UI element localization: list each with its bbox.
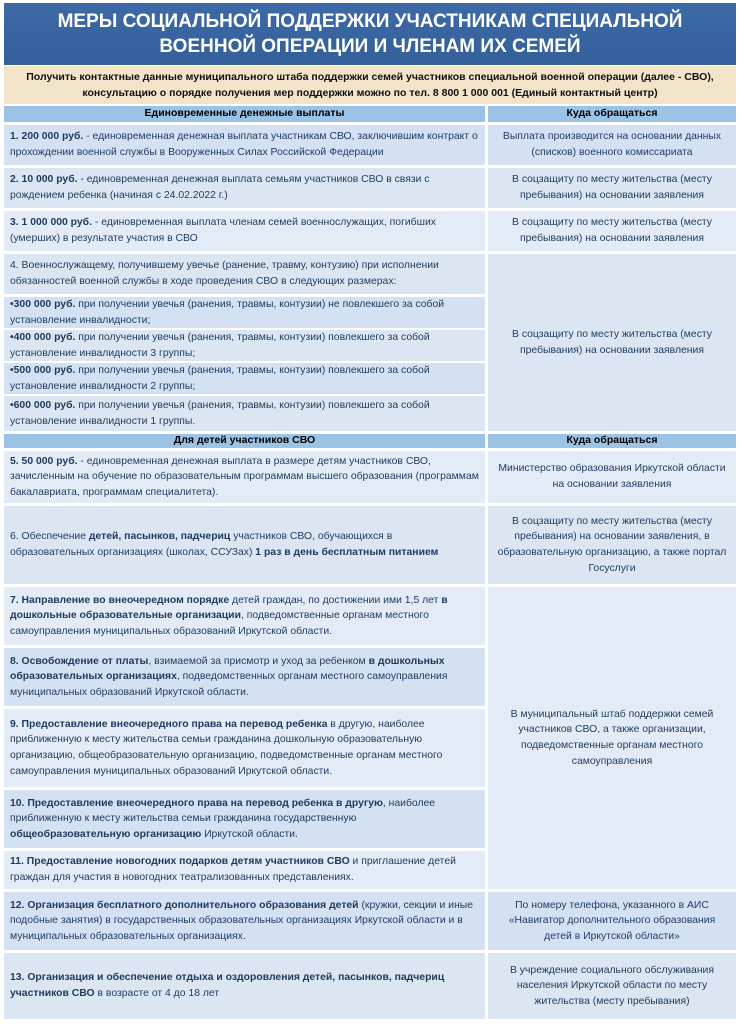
item-7-bold-2: в дошкольные образовательные организации	[10, 594, 448, 622]
item-1-amount: 1. 200 000 руб.	[10, 131, 84, 143]
item-6-bold-1: детей, пасынков, падчериц	[88, 531, 231, 543]
item-10-bold-2: общеобразовательную организацию	[10, 828, 202, 840]
item-13-bold-1: 13. Организация и обеспечение отдыха и оздоровления детей, пасынков, падчериц участников СВО	[10, 972, 445, 999]
item-12-bold-1: 12. Организация бесплатного дополнительного образования детей	[10, 899, 359, 911]
section2-left-header: Для детей участников СВО	[4, 434, 485, 448]
item-1-where: Выплата производится на основании данных (списков) военного комиссариата	[488, 125, 736, 165]
item-3-amount: 3. 1 000 000 руб.	[10, 217, 92, 229]
contact-note	[4, 66, 736, 104]
item-3	[4, 211, 485, 251]
item-10-text-2: Иркутской области.	[201, 828, 298, 840]
item-11-text-1: и приглашение детей граждан для участия в новогодних театрализованных представлениях.	[10, 856, 456, 883]
item-7	[4, 587, 485, 645]
item-6-bold-2: 1 раз в день бесплатным питанием	[255, 547, 439, 558]
item-2-text: - единовременная денежная выплата семьям участников СВО в связи с рождением ребенка (начиная с 24.02.2022 г.)	[10, 174, 430, 201]
item-4-sub-3-amount: •500 000 руб.	[10, 364, 76, 376]
item-5-text: - единовременная денежная выплата в размере детям участников СВО, зачисленным на обучение по образовательным программам высшего образования (программам бакалавриата, программам специалитета).	[10, 455, 479, 498]
item-10-text-1: , наиболее приближенную к месту жительства семьи гражданина государственную	[10, 797, 436, 825]
item-9-text-1: в другую, наиболее приближенную к месту жительства семьи гражданина дошкольную образовательную организацию, общеобразовательную организацию, подведомственные органам местного самоуправления муниципальных образований Иркутской области.	[10, 718, 443, 777]
item-6-text-1: 6. Обеспечение	[10, 531, 89, 543]
item-4-where: В соцзащиту по месту жительства (месту пребывания) на основании заявления	[488, 254, 736, 431]
item-13-text-1: в возрасте от 4 до 18 лет	[94, 988, 220, 999]
item-5-where: Министерство образования Иркутской области на основании заявления	[488, 451, 736, 503]
item-10	[4, 790, 485, 848]
item-4-sub-4-text: при получении увечья (ранения, травмы, контузии) повлекшего за собой установление инвалидности 1 группы.	[10, 399, 430, 427]
item-9-bold-1: 9. Предоставление внеочередного права на перевод ребенка	[10, 718, 328, 730]
item-12	[4, 892, 485, 950]
item-13-where: В учреждение социального обслуживания населения Иркутской области по месту жительства (месту пребывания)	[488, 953, 736, 1019]
item-13	[4, 953, 485, 1019]
item-10-bold-1: 10. Предоставление внеочередного права на перевод ребенка в другую	[10, 797, 383, 809]
item-8-bold-2: в дошкольных образовательных организациях	[10, 655, 445, 683]
item-6-text-2: участников СВО, обучающихся в образовательных организациях (школах, ССУЗах)	[10, 531, 393, 558]
item-8-text-1: , взимаемой за присмотр и уход за ребенком	[148, 655, 369, 667]
title-banner	[4, 3, 736, 65]
item-12-text-1: (кружки, секции и иные подобные занятия) в государственных образовательных организациях Иркутской области и в муниципальных образовательных организациях.	[10, 899, 473, 942]
item-1-text: - единовременная денежная выплата участникам СВО, заключившим контракт о прохождении военной службы в Вооруженных Силах Российской Федерации	[10, 131, 478, 158]
item-7-text-2: , подведомственные органам местного самоуправления муниципальных образований Иркутской области.	[10, 610, 429, 637]
item-3-where: В соцзащиту по месту жительства (месту пребывания) на основании заявления	[488, 211, 736, 251]
item-4-text: 4. Военнослужащему, получившему увечье (ранение, травму, контузию) при исполнении обязанностей военной службы в ходе проведения СВО в следующих размерах:	[10, 260, 439, 287]
item-11	[4, 851, 485, 889]
item-4-sub-4	[4, 396, 485, 431]
item-1	[4, 125, 485, 165]
item-5	[4, 451, 485, 503]
items-7-11-where: В муниципальный штаб поддержки семей участников СВО, а также организации, подведомственные органам местного самоуправления	[488, 587, 736, 889]
item-12-where: По номеру телефона, указанного в АИС «Навигатор дополнительного образования детей в Иркутской области»	[488, 892, 736, 950]
item-2-amount: 2. 10 000 руб.	[10, 174, 78, 186]
item-2	[4, 168, 485, 208]
item-3-text: - единовременная выплата членам семей военнослужащих, погибших (умерших) в результате участия в СВО	[10, 217, 436, 244]
item-7-bold-1: 7. Направление во внеочередном порядке	[10, 594, 230, 606]
contact-note-text: Получить контактные данные муниципального штаба поддержки семей участников специальной военной операции (далее - СВО), консультацию о порядке получения мер поддержки можно по тел. 8 800 1 000 001 (Единый контактный центр)	[26, 71, 714, 99]
item-9	[4, 709, 485, 787]
page-title: МЕРЫ СОЦИАЛЬНОЙ ПОДДЕРЖКИ УЧАСТНИКАМ СПЕЦИАЛЬНОЙ ВОЕННОЙ ОПЕРАЦИИ И ЧЛЕНАМ ИХ СЕМЕЙ	[57, 11, 683, 57]
item-4-sub-2	[4, 330, 485, 361]
section1-left-header: Единовременные денежные выплаты	[4, 106, 485, 122]
item-8	[4, 648, 485, 706]
item-8-bold-1: 8. Освобождение от платы	[10, 655, 149, 667]
section2-right-header: Куда обращаться	[488, 434, 736, 448]
item-4-sub-3-text: при получении увечья (ранения, травмы, контузии) повлекшего за собой установление инвалидности 2 группы;	[10, 364, 430, 392]
item-4-sub-4-amount: •600 000 руб.	[10, 399, 76, 411]
item-2-where: В соцзащиту по месту жительства (месту пребывания) на основании заявления	[488, 168, 736, 208]
item-4-sub-1	[4, 297, 485, 328]
item-4-sub-3	[4, 363, 485, 394]
item-4-sub-2-text: при получении увечья (ранения, травмы, контузии) повлекшего за собой установление инвалидности 3 группы;	[10, 331, 430, 359]
item-4-sub-1-text: при получении увечья (ранения, травмы, контузии) не повлекшего за собой установление инвалидности;	[10, 298, 445, 326]
item-4-sub-1-amount: •300 000 руб.	[10, 298, 76, 310]
item-6	[4, 506, 485, 584]
item-4-sub-2-amount: •400 000 руб.	[10, 331, 76, 343]
item-6-where: В соцзащиту по месту жительства (месту пребывания) на основании заявления, в образовательную организацию, а также портал Госуслуги	[488, 506, 736, 584]
item-8-text-2: , подведомственных органам местного самоуправления муниципальных образований Иркутской области.	[10, 671, 448, 698]
item-7-text-1: детей граждан, по достижении ими 1,5 лет	[229, 594, 442, 606]
item-11-bold-1: 11. Предоставление новогодних подарков детям участников СВО	[10, 856, 350, 868]
section1-right-header: Куда обращаться	[488, 106, 736, 122]
item-5-amount: 5. 50 000 руб.	[10, 455, 78, 467]
item-4	[4, 254, 485, 294]
